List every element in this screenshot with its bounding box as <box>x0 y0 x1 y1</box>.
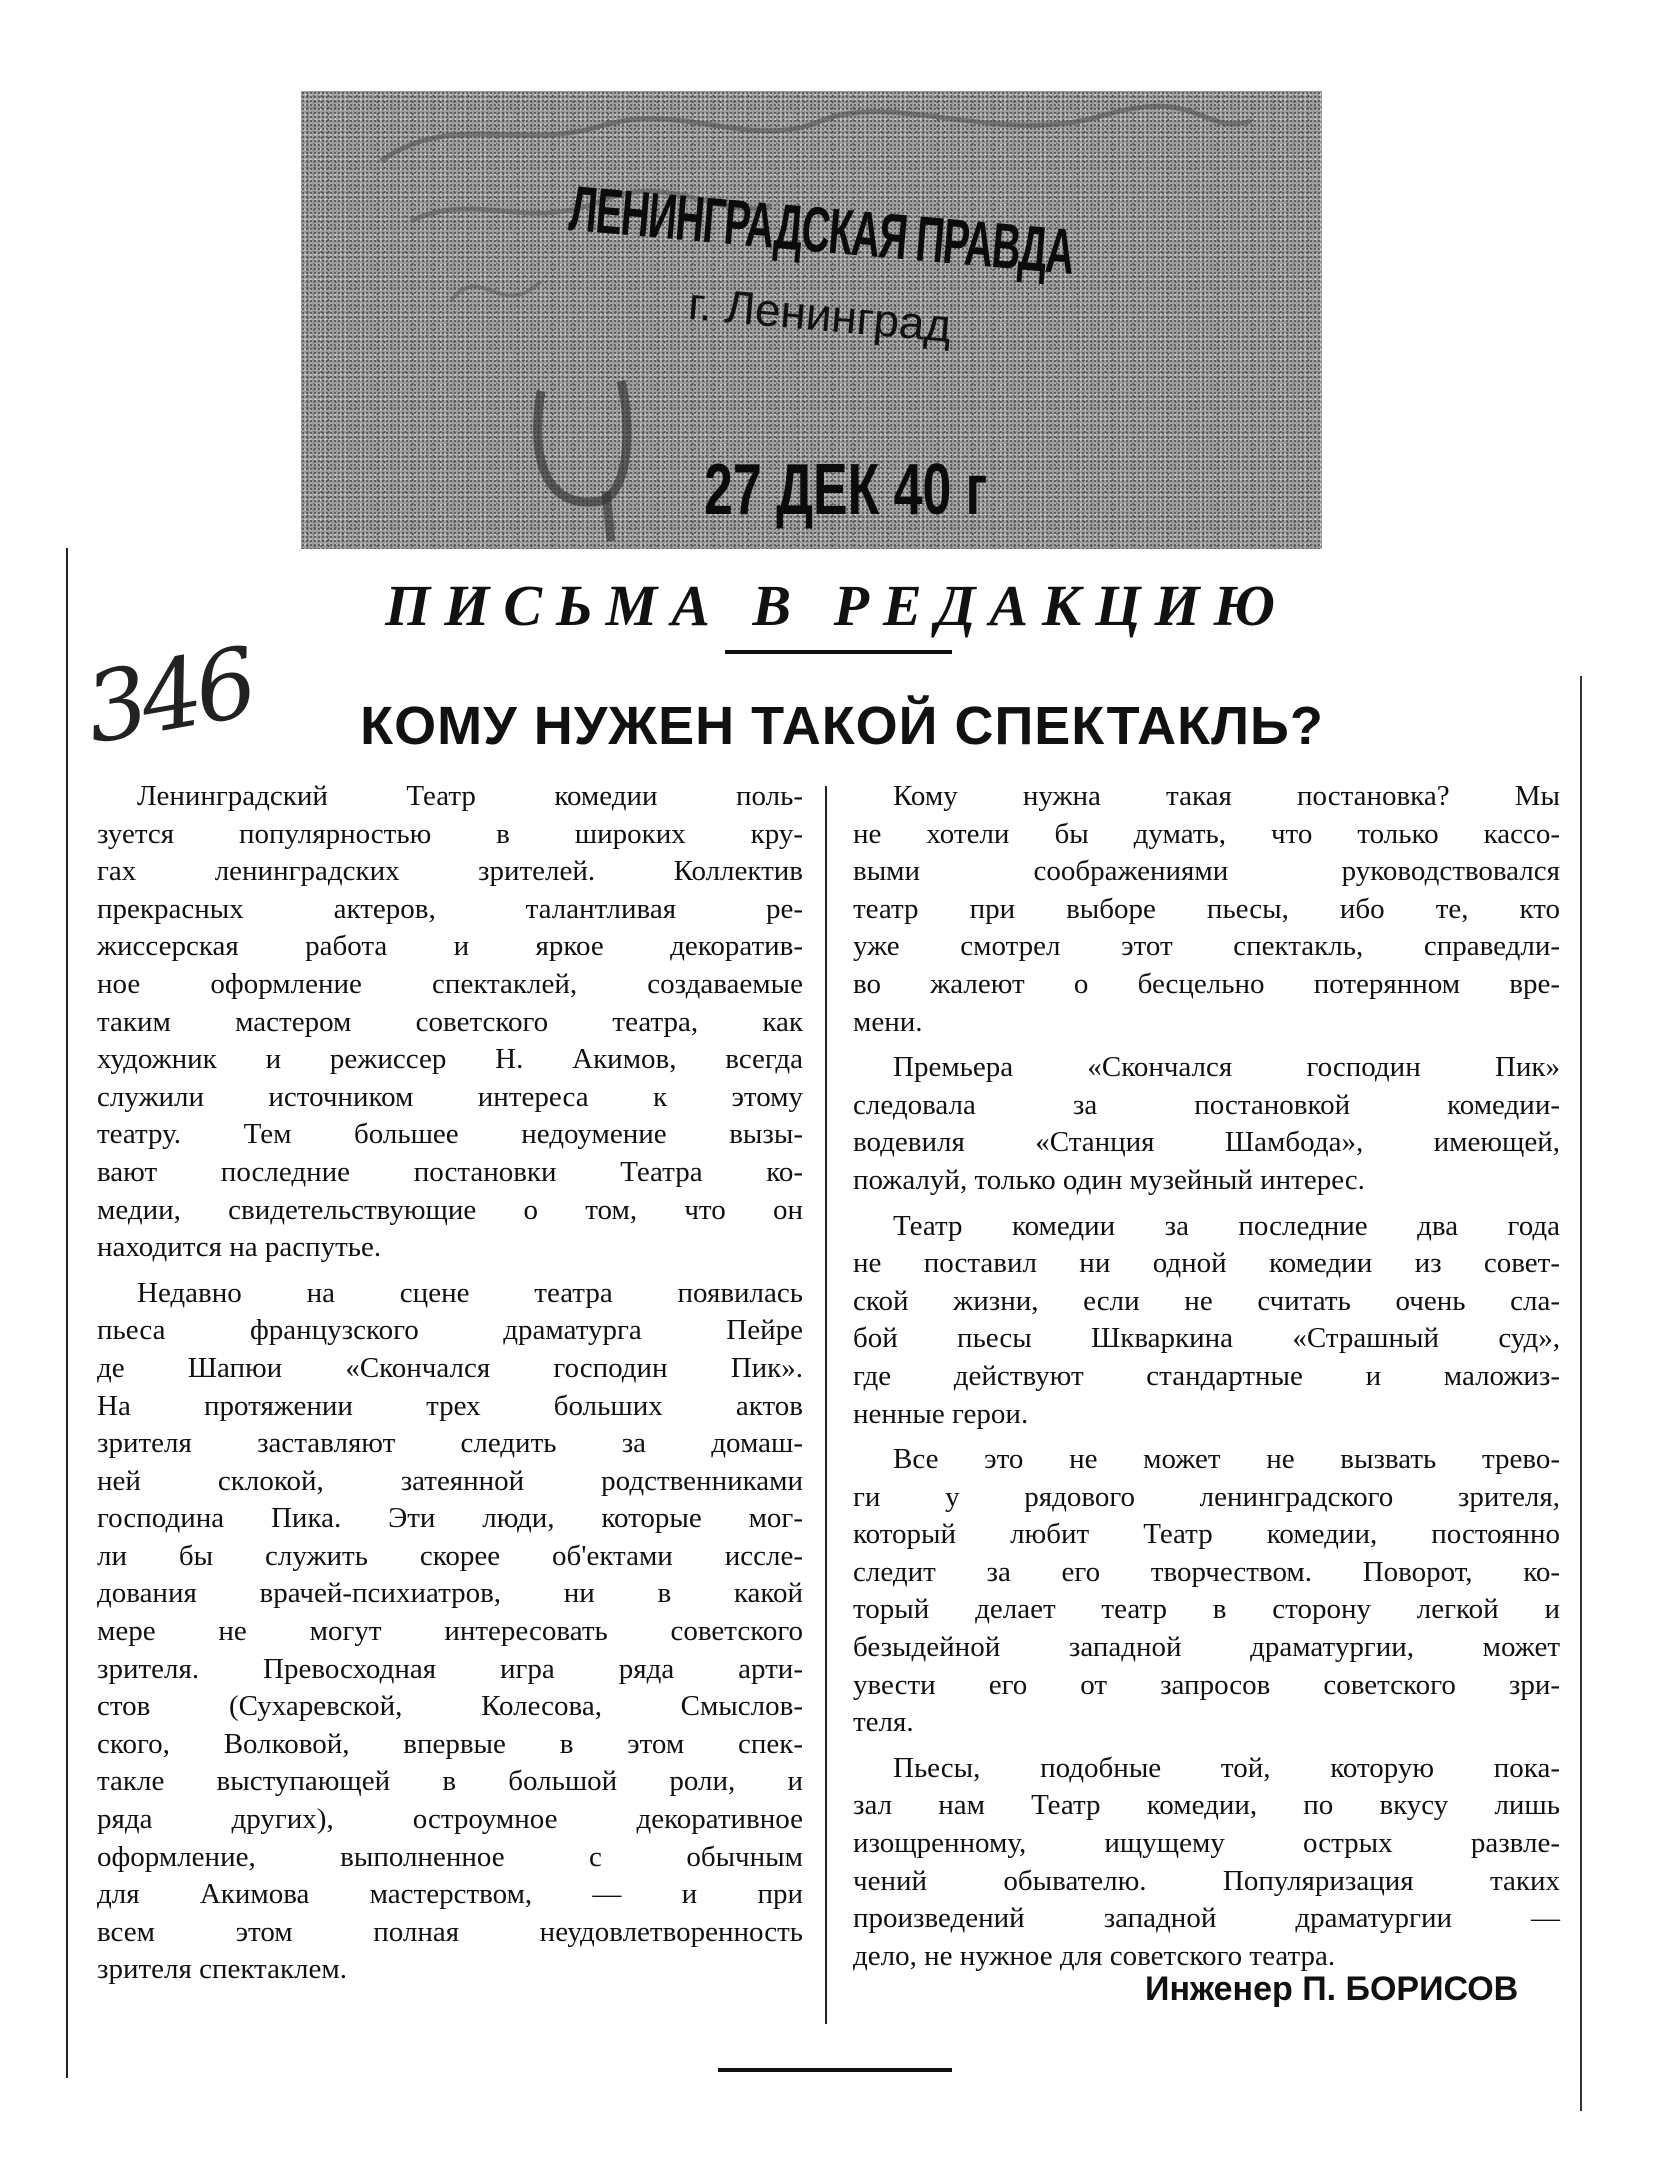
text-line: зрителя заставляют следить за домаш- <box>97 1427 803 1460</box>
section-rubric: ПИСЬМА В РЕДАКЦИЮ <box>385 573 1289 638</box>
article-paragraph <box>97 1275 803 1989</box>
text-line: который любит Театр комедии, постоянно <box>853 1518 1560 1551</box>
text-line: медии, свидетельствующие о том, что он <box>97 1193 803 1226</box>
text-line: зуется популярностью в широких кру- <box>97 817 803 850</box>
text-line: ряда других), остроумное декоративное <box>97 1803 803 1836</box>
text-line: Пьесы, подобные той, которую пока- <box>893 1751 1560 1784</box>
text-line: произведений западной драматургии — <box>853 1902 1560 1935</box>
text-line: зрителя. Превосходная игра ряда арти- <box>97 1652 803 1685</box>
newspaper-name: ЛЕНИНГРАДСКАЯ ПРАВДА <box>566 171 1077 288</box>
text-line: такле выступающей в большой роли, и <box>97 1765 803 1798</box>
right-column <box>853 778 1560 1983</box>
text-line: теля. <box>853 1706 914 1739</box>
text-line: водевиля «Станция Шамбода», имеющей, <box>853 1126 1560 1159</box>
text-line: во жалеют о бесцельно потерянном вре- <box>853 967 1560 1000</box>
stamp-date: 27 ДЕК 40 г <box>704 450 988 530</box>
text-line: не хотели бы думать, что только кассо- <box>853 817 1560 850</box>
text-line: выми соображениями руководствовался <box>853 855 1560 888</box>
column-divider <box>825 786 827 2024</box>
clipping-border-left <box>66 548 68 2078</box>
text-line: ги у рядового ленинградского зрителя, <box>853 1480 1560 1513</box>
text-line: гах ленинградских зрителей. Коллектив <box>97 855 803 888</box>
text-line: дело, не нужное для советского театра. <box>853 1939 1336 1972</box>
text-line: дования врачей-психиатров, ни в какой <box>97 1577 803 1610</box>
article-paragraph <box>853 778 1560 1041</box>
text-line: театру. Тем большее недоумение вызы- <box>97 1118 803 1151</box>
text-line: ненные герои. <box>853 1397 1029 1430</box>
text-line: жиссерская работа и яркое декоратив- <box>97 930 803 963</box>
text-line: де Шапюи «Скончался господин Пик». <box>97 1351 803 1384</box>
text-line: бой пьесы Шкваркина «Страшный суд», <box>853 1322 1560 1355</box>
text-line: пьеса французского драматурга Пейре <box>97 1314 803 1347</box>
author-signature: Инженер П. БОРИСОВ <box>1145 1970 1519 2008</box>
text-line: ное оформление спектаклей, создаваемые <box>97 967 803 1000</box>
text-line: ли бы служить скорее об'ектами иссле- <box>97 1539 803 1572</box>
text-line: следовала за постановкой комедии- <box>853 1088 1560 1121</box>
text-line: следит за его творчеством. Поворот, ко- <box>853 1555 1560 1588</box>
text-line: прекрасных актеров, талантливая ре- <box>97 892 803 925</box>
text-line: театр при выборе пьесы, ибо те, кто <box>853 892 1560 925</box>
text-line: мени. <box>853 1005 923 1038</box>
text-line: Ленинградский Театр комедии поль- <box>137 780 803 812</box>
text-line: чений обывателю. Популяризация таких <box>853 1864 1560 1897</box>
text-line: Недавно на сцене театра появилась <box>137 1276 803 1309</box>
clipping-border-right <box>1580 676 1582 2111</box>
text-line: мере не могут интересовать советского <box>97 1615 803 1648</box>
text-line: Все это не может не вызвать трево- <box>893 1443 1560 1476</box>
text-line: Кому нужна такая постановка? Мы <box>893 780 1560 812</box>
left-column <box>97 778 803 1997</box>
text-line: ней склокой, затеянной родственниками <box>97 1464 803 1497</box>
text-line: находится на распутье. <box>97 1231 382 1264</box>
text-line: служили источником интереса к этому <box>97 1080 803 1113</box>
stamp-city: г. Ленинград <box>686 276 954 352</box>
article-paragraph <box>853 1750 1560 1976</box>
text-line: зал нам Театр комедии, по вкусу лишь <box>853 1789 1560 1822</box>
text-line: где действуют стандартные и маложиз- <box>853 1359 1560 1392</box>
text-line: всем этом полная неудовлетворенность <box>97 1915 803 1948</box>
text-line: пожалуй, только один музейный интерес. <box>853 1163 1365 1196</box>
text-line: Театр комедии за последние два года <box>893 1209 1560 1242</box>
article-headline: КОМУ НУЖЕН ТАКОЙ СПЕКТАКЛЬ? <box>360 696 1324 756</box>
article-paragraph <box>97 778 803 1267</box>
text-line: изощренному, ищущему острых развле- <box>853 1827 1560 1860</box>
text-line: господина Пика. Эти люди, которые мог- <box>97 1502 803 1535</box>
rubric-divider <box>725 650 952 654</box>
text-line: ской жизни, если не считать очень сла- <box>853 1284 1560 1317</box>
text-line: художник и режиссер Н. Акимов, всегда <box>97 1043 803 1076</box>
text-line: зрителя спектаклем. <box>97 1953 347 1986</box>
handwritten-archive-number: 346 <box>77 626 260 766</box>
newspaper-clipping-stamp <box>301 91 1322 549</box>
text-line: стов (Сухаревской, Колесова, Смыслов- <box>97 1690 803 1723</box>
text-line: уже смотрел этот спектакль, справедли- <box>853 930 1560 963</box>
end-divider <box>718 2068 952 2072</box>
text-line: ского, Волковой, впервые в этом спек- <box>97 1727 803 1760</box>
text-line: таким мастером советского театра, как <box>97 1005 803 1038</box>
text-line: На протяжении трех больших актов <box>97 1389 803 1422</box>
text-line: вают последние постановки Театра ко- <box>97 1155 803 1188</box>
article-paragraph <box>853 1208 1560 1434</box>
text-line: не поставил ни одной комедии из совет- <box>853 1247 1560 1280</box>
article-paragraph <box>853 1049 1560 1199</box>
text-line: торый делает театр в сторону легкой и <box>853 1593 1560 1626</box>
text-line: оформление, выполненное с обычным <box>97 1840 803 1873</box>
text-line: для Акимова мастерством, — и при <box>97 1878 803 1911</box>
text-line: увести его от запросов советского зри- <box>853 1668 1560 1701</box>
article-paragraph <box>853 1441 1560 1742</box>
text-line: безыдейной западной драматургии, может <box>853 1631 1560 1664</box>
text-line: Премьера «Скончался господин Пик» <box>893 1051 1560 1084</box>
